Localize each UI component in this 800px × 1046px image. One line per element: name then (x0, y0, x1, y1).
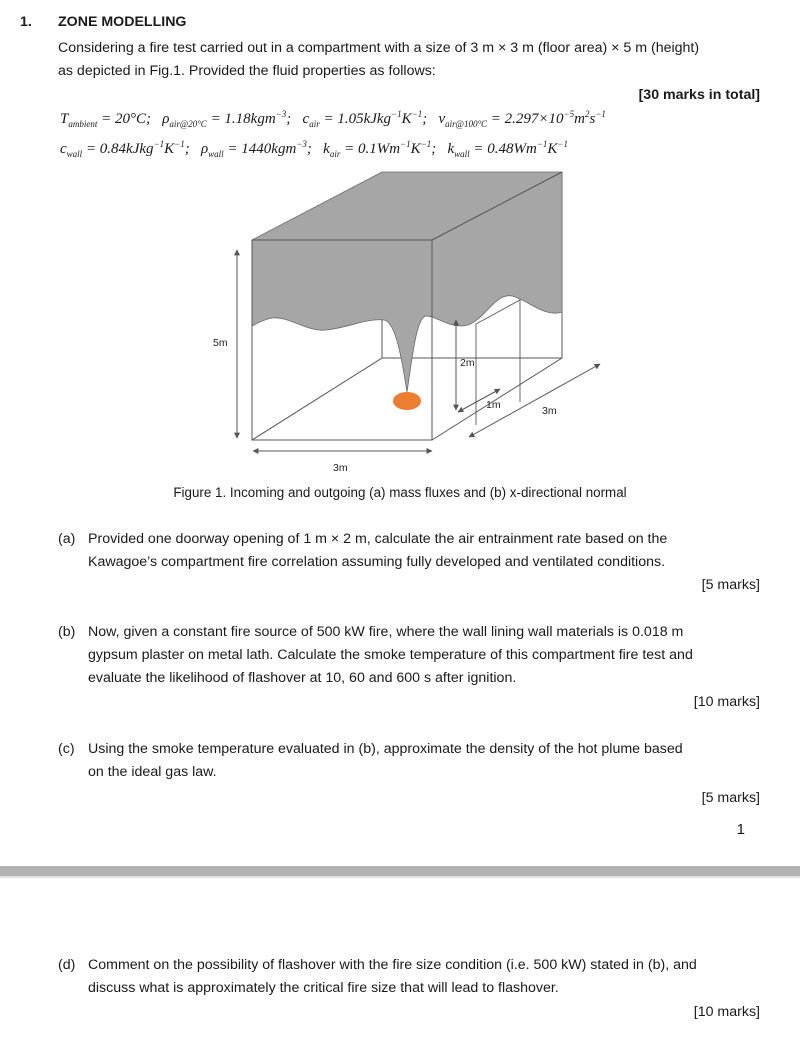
label-width: 3m (333, 462, 348, 474)
total-marks: [30 marks in total] (638, 87, 760, 103)
nu-air: $v_{air@100^\circ C} = 2.297\times 10^{-5}m^2s^{-1}$ (438, 109, 606, 129)
c-wall: $c_{wall}$ = $0.84kJkg^{-1}K^{-1}$; (60, 139, 190, 159)
label-depth: 3m (542, 405, 557, 417)
part-b-line-1: Now, given a constant fire source of 500 kW fire, where the wall lining wall materials is 0.018 m (88, 624, 684, 640)
part-c-marks: [5 marks] (701, 790, 760, 806)
question-title: ZONE MODELLING (58, 14, 187, 30)
rho-air: $\rho_{air@20^\circ C} = 1.18kgm^{-3}$; (162, 109, 292, 129)
part-a-line-1: Provided one doorway opening of 1 m × 2 m, calculate the air entrainment rate based on the (88, 531, 668, 547)
intro-line-1: Considering a fire test carried out in a compartment with a size of 3 m × 3 m (floor area) × 5 m (height) (58, 40, 700, 56)
part-d-marks: [10 marks] (693, 1004, 760, 1020)
part-a-label: (a) (58, 531, 76, 547)
k-air: $k_{air} = 0.1Wm^{-1}K^{-1}$; (323, 139, 437, 159)
part-b-line-2: gypsum plaster on metal lath. Calculate the smoke temperature of this compartment fire test and (88, 647, 693, 663)
part-b-marks: [10 marks] (693, 694, 760, 710)
part-c-line-2: on the ideal gas law. (88, 764, 217, 780)
part-b-label: (b) (58, 624, 76, 640)
k-wall: $k_{wall} = 0.48Wm^{-1}K^{-1}$ (447, 139, 569, 159)
part-d-line-1: Comment on the possibility of flashover with the fire size condition (i.e. 500 kW) stated in (b), and (88, 957, 697, 973)
part-d-line-2: discuss what is approximately the critical fire size that will lead to flashover. (88, 980, 559, 996)
part-a-marks: [5 marks] (701, 577, 760, 593)
part-c-label: (c) (58, 741, 75, 757)
label-door-height: 2m (460, 357, 475, 369)
fire-source (393, 392, 421, 410)
t-ambient: $T_{ambient} = 20^\circ C$; (60, 111, 151, 129)
question-number: 1. (20, 14, 32, 30)
page-number: 1 (736, 821, 745, 838)
page-break-shadow (0, 876, 800, 878)
smoke-layer (252, 172, 562, 392)
intro-line-2: as depicted in Fig.1. Provided the fluid properties as follows: (58, 63, 436, 79)
part-c-line-1: Using the smoke temperature evaluated in (b), approximate the density of the hot plume based (88, 741, 683, 757)
part-b-line-3: evaluate the likelihood of flashover at 10, 60 and 600 s after ignition. (88, 670, 517, 686)
part-d-label: (d) (58, 957, 76, 973)
label-door-width: 1m (486, 399, 501, 411)
figure-caption: Figure 1. Incoming and outgoing (a) mass fluxes and (b) x-directional normal (173, 485, 627, 500)
c-air: $c_{air}$ = $1.05kJkg^{-1}K^{-1}$; (302, 109, 428, 129)
rho-wall: $\rho_{wall} = 1440kgm^{-3}$; (200, 139, 312, 159)
page-break (0, 866, 800, 876)
compartment-figure (0, 0, 800, 500)
label-height: 5m (213, 337, 228, 349)
part-a-line-2: Kawagoe’s compartment fire correlation assuming fully developed and ventilated conditions. (88, 554, 666, 570)
